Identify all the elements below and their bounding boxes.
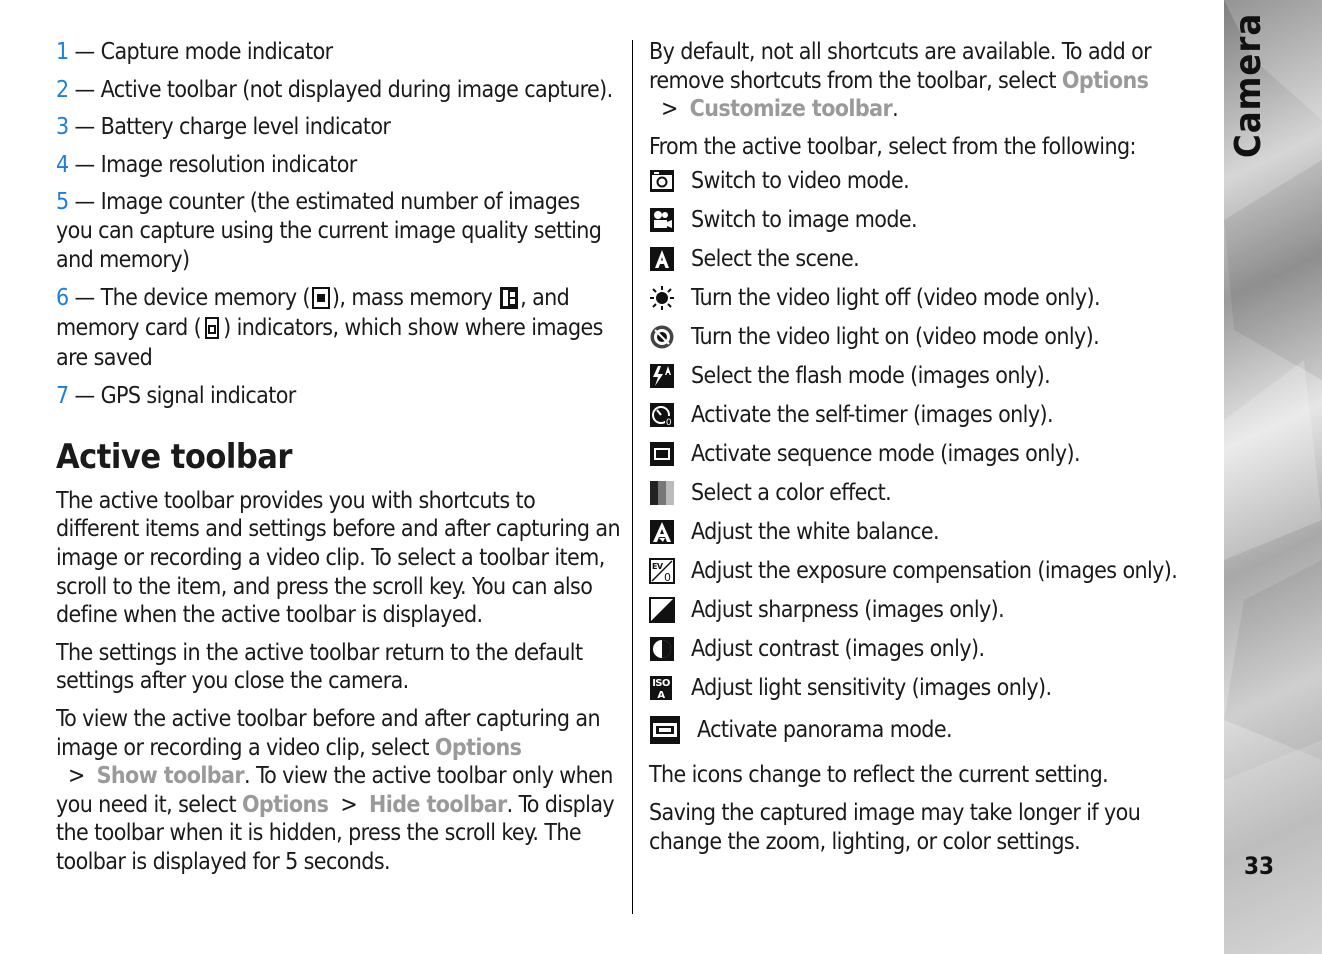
memory-card-icon [201,316,223,340]
mass-memory-icon [498,286,520,310]
paragraph: By default, not all shortcuts are available. To add or remove shortcuts from the toolbar, select Options > Customize toolbar. [649,39,1152,123]
toolbar-item: Select the flash mode (images only). [649,356,1215,395]
list-item: 2 — Active toolbar (not displayed during image capture). [56,76,613,103]
menu-path-options: Options [1061,67,1149,94]
svg-text:A: A [657,689,665,701]
left-column [56,38,620,885]
list-item: 5 — Image counter (the estimated number of images you can capture using the current image quality setting and memory) [56,189,602,273]
column-divider [632,40,633,914]
toolbar-item: Turn the video light off (video mode only). [649,278,1215,317]
paragraph: From the active toolbar, select from the following: [649,133,1136,160]
paragraph: The active toolbar provides you with shortcuts to different items and settings before and after capturing an image or recording a video clip. To select a toolbar item, scroll to the item, and press the scroll key. You can also define when the active toolbar is displayed. [56,487,620,629]
toolbar-item: Activate sequence mode (images only). [649,434,1215,473]
toolbar-item: Switch to video mode. [649,161,1215,200]
paragraph: To view the active toolbar before and after capturing an image or recording a video clip, select Options > Show toolbar. To view the active toolbar only when you need it, select Options > Hide toolbar. To display the toolbar when it is hidden, press the scroll key. The toolbar is displayed for 5 seconds. [56,705,615,875]
section-heading: Active toolbar [56,436,292,477]
toolbar-item: Select a color effect. [649,473,1215,512]
toolbar-item: Select the scene. [649,239,1215,278]
menu-path-show-toolbar: Show toolbar [96,763,244,790]
section-title: Camera [1228,12,1269,158]
video-camera-icon [649,207,675,233]
white-balance-icon [649,519,675,545]
toolbar-item-list [649,161,1215,753]
svg-text:ISO: ISO [652,677,670,689]
list-item: 3 — Battery charge level indicator [56,114,391,141]
page-number: 33 [1244,852,1275,880]
list-item: 4 — Image resolution indicator [56,151,357,178]
svg-text:0: 0 [665,417,672,428]
svg-text:EV: EV [652,561,663,571]
menu-path-hide-toolbar: Hide toolbar [369,791,507,818]
flash-auto-icon [649,363,675,389]
video-light-on-icon [649,324,675,350]
toolbar-item: 0 Activate the self-timer (images only). [649,395,1215,434]
list-item: 1 — Capture mode indicator [56,39,333,65]
iso-icon [649,675,675,701]
panorama-icon [649,715,681,745]
paragraph: Saving the captured image may take longer if you change the zoom, lighting, or color settings. [649,799,1141,855]
device-memory-icon [310,286,332,310]
exposure-icon [649,558,675,584]
paragraph: The icons change to reflect the current setting. [649,762,1109,789]
list-item: 7 — GPS signal indicator [56,383,296,410]
toolbar-item: Activate panorama mode. [649,707,1215,753]
self-timer-icon [649,402,675,428]
contrast-icon [649,636,675,662]
menu-path-options: Options [434,734,522,761]
video-light-off-icon [649,285,675,311]
paragraph: The settings in the active toolbar return to the default settings after you close the camera. [56,639,583,695]
svg-text:0: 0 [664,570,671,584]
toolbar-item: ISO A Adjust light sensitivity (images only). [649,668,1215,707]
toolbar-item: Switch to image mode. [649,200,1215,239]
sharpness-icon [649,597,675,623]
toolbar-item: Adjust sharpness (images only). [649,590,1215,629]
toolbar-item: Adjust contrast (images only). [649,629,1215,668]
menu-path-customize-toolbar: Customize toolbar [689,96,893,123]
menu-path-options: Options [241,791,329,818]
list-item-memory: 6 — The device memory ( ), mass memory , and memory card ( ) indicators, which show where images are saved [56,285,603,372]
toolbar-item: Turn the video light on (video mode only). [649,317,1215,356]
toolbar-item: Adjust the white balance. [649,512,1215,551]
camera-icon [649,168,675,194]
section-tab [1224,0,1322,954]
color-effect-icon [649,480,675,506]
toolbar-item: EV 0 Adjust the exposure compensation (images only). [649,551,1215,590]
scene-icon [649,246,675,272]
right-column [649,38,1215,865]
sequence-mode-icon [649,441,675,467]
